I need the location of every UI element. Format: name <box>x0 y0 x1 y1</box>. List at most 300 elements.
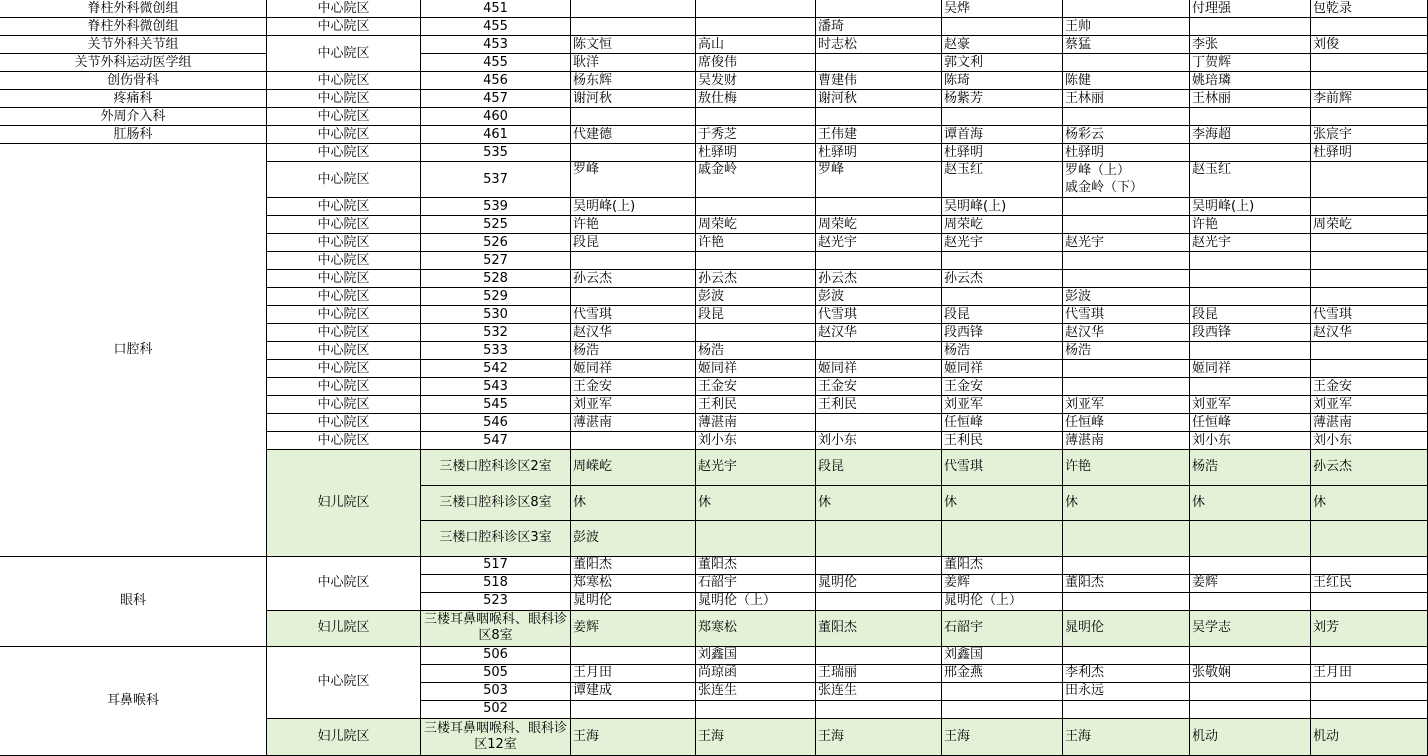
doctor-cell: 杜驿明 <box>1063 144 1190 162</box>
doctor-cell: 王海 <box>942 719 1063 756</box>
doctor-cell: 杨浩 <box>1063 342 1190 360</box>
doctor-cell <box>1311 54 1428 72</box>
doctor-cell <box>816 252 942 270</box>
doctor-cell <box>1311 521 1428 557</box>
doctor-cell: 彭波 <box>1063 288 1190 306</box>
doctor-cell: 包乾录 <box>1311 0 1428 18</box>
doctor-cell <box>1311 252 1428 270</box>
doctor-cell <box>1063 378 1190 396</box>
doctor-cell: 吴明峰(上) <box>1190 198 1311 216</box>
campus-cell: 中心院区 <box>267 198 421 216</box>
campus-cell: 妇儿院区 <box>267 719 421 756</box>
doctor-cell: 晁明伦 <box>816 575 942 593</box>
room-cell: 539 <box>421 198 571 216</box>
doctor-cell <box>1063 270 1190 288</box>
doctor-cell: 王林丽 <box>1063 90 1190 108</box>
department-cell: 眼科 <box>0 557 267 647</box>
doctor-cell <box>571 252 696 270</box>
doctor-cell <box>816 521 942 557</box>
room-cell: 526 <box>421 234 571 252</box>
doctor-cell <box>816 647 942 665</box>
doctor-cell <box>1311 647 1428 665</box>
doctor-cell <box>1311 162 1428 198</box>
doctor-cell: 休 <box>1190 486 1311 522</box>
department-cell: 耳鼻喉科 <box>0 647 267 756</box>
doctor-cell: 郑寒松 <box>696 611 816 647</box>
doctor-cell <box>1311 270 1428 288</box>
doctor-cell: 孙云杰 <box>1311 450 1428 486</box>
doctor-cell: 张连生 <box>816 683 942 701</box>
room-cell: 542 <box>421 360 571 378</box>
doctor-cell: 王海 <box>1063 719 1190 756</box>
doctor-cell: 段昆 <box>571 234 696 252</box>
room-cell: 451 <box>421 0 571 18</box>
doctor-cell: 王金安 <box>571 378 696 396</box>
doctor-cell <box>1190 108 1311 126</box>
department-cell: 关节外科运动医学组 <box>0 54 267 72</box>
doctor-cell: 王林丽 <box>1190 90 1311 108</box>
campus-cell: 中心院区 <box>267 144 421 162</box>
doctor-cell: 王帅 <box>1063 18 1190 36</box>
doctor-cell: 谢河秋 <box>571 90 696 108</box>
doctor-cell <box>1063 647 1190 665</box>
doctor-cell <box>1063 198 1190 216</box>
doctor-cell <box>1063 557 1190 575</box>
doctor-cell <box>1311 18 1428 36</box>
campus-cell: 中心院区 <box>267 396 421 414</box>
doctor-cell <box>1190 593 1311 611</box>
doctor-cell: 张宸宇 <box>1311 126 1428 144</box>
doctor-cell: 刘亚军 <box>1063 396 1190 414</box>
doctor-cell: 薄湛南 <box>1063 432 1190 450</box>
doctor-cell <box>942 701 1063 719</box>
room-cell: 530 <box>421 306 571 324</box>
doctor-cell: 刘亚军 <box>571 396 696 414</box>
doctor-cell: 谢河秋 <box>816 90 942 108</box>
campus-cell: 中心院区 <box>267 72 421 90</box>
doctor-cell: 张连生 <box>696 683 816 701</box>
doctor-cell: 王利民 <box>816 396 942 414</box>
doctor-cell <box>942 108 1063 126</box>
doctor-cell: 邢金燕 <box>942 665 1063 683</box>
doctor-cell: 王海 <box>816 719 942 756</box>
department-cell: 肛肠科 <box>0 126 267 144</box>
room-cell: 546 <box>421 414 571 432</box>
doctor-cell: 段西锋 <box>1190 324 1311 342</box>
doctor-cell: 周嵘屹 <box>571 450 696 486</box>
doctor-cell: 王利民 <box>696 396 816 414</box>
doctor-cell: 赵光宇 <box>816 234 942 252</box>
doctor-cell: 谭建成 <box>571 683 696 701</box>
doctor-cell: 赵玉红 <box>1190 162 1311 198</box>
doctor-cell <box>1190 683 1311 701</box>
doctor-cell: 董阳杰 <box>1063 575 1190 593</box>
doctor-cell <box>1190 521 1311 557</box>
doctor-cell: 刘芳 <box>1311 611 1428 647</box>
doctor-cell: 时志松 <box>816 36 942 54</box>
doctor-cell <box>942 521 1063 557</box>
doctor-cell: 周荣屹 <box>696 216 816 234</box>
doctor-cell <box>1063 521 1190 557</box>
doctor-cell: 赵光宇 <box>1063 234 1190 252</box>
doctor-cell: 姬同祥 <box>942 360 1063 378</box>
doctor-cell <box>696 701 816 719</box>
doctor-cell: 席俊伟 <box>696 54 816 72</box>
campus-cell: 中心院区 <box>267 342 421 360</box>
doctor-cell: 姜辉 <box>1190 575 1311 593</box>
doctor-cell: 吴学志 <box>1190 611 1311 647</box>
doctor-cell <box>1311 234 1428 252</box>
doctor-cell: 耿洋 <box>571 54 696 72</box>
doctor-cell <box>571 288 696 306</box>
doctor-cell: 丁贺辉 <box>1190 54 1311 72</box>
room-cell: 528 <box>421 270 571 288</box>
campus-cell: 中心院区 <box>267 36 421 72</box>
doctor-cell: 许艳 <box>1063 450 1190 486</box>
doctor-cell: 董阳杰 <box>696 557 816 575</box>
doctor-cell: 董阳杰 <box>942 557 1063 575</box>
doctor-cell <box>1311 701 1428 719</box>
doctor-cell: 吴烨 <box>942 0 1063 18</box>
doctor-cell: 王红民 <box>1311 575 1428 593</box>
doctor-cell: 陈琦 <box>942 72 1063 90</box>
doctor-cell: 姜辉 <box>571 611 696 647</box>
campus-cell: 中心院区 <box>267 162 421 198</box>
campus-cell: 中心院区 <box>267 432 421 450</box>
doctor-cell: 薄湛南 <box>571 414 696 432</box>
campus-cell: 中心院区 <box>267 306 421 324</box>
doctor-cell: 董阳杰 <box>571 557 696 575</box>
room-cell: 三楼口腔科诊区8室 <box>421 486 571 522</box>
doctor-cell: 晁明伦（上） <box>942 593 1063 611</box>
doctor-cell <box>942 18 1063 36</box>
doctor-cell: 董阳杰 <box>816 611 942 647</box>
department-cell: 外周介入科 <box>0 108 267 126</box>
doctor-cell <box>942 252 1063 270</box>
doctor-cell: 石韶宇 <box>696 575 816 593</box>
doctor-cell <box>1190 18 1311 36</box>
doctor-cell: 段昆 <box>696 306 816 324</box>
doctor-cell: 赵光宇 <box>942 234 1063 252</box>
doctor-cell: 晁明伦 <box>571 593 696 611</box>
campus-cell: 中心院区 <box>267 360 421 378</box>
doctor-name: 戚金岭（下） <box>1065 180 1144 195</box>
doctor-cell <box>571 18 696 36</box>
room-cell: 523 <box>421 593 571 611</box>
doctor-cell: 田永远 <box>1063 683 1190 701</box>
doctor-cell: 杨浩 <box>1190 450 1311 486</box>
room-cell: 547 <box>421 432 571 450</box>
doctor-cell: 任恒峰 <box>1063 414 1190 432</box>
doctor-cell: 罗峰 <box>816 162 942 198</box>
campus-cell: 中心院区 <box>267 324 421 342</box>
doctor-cell <box>696 18 816 36</box>
doctor-cell: 王利民 <box>942 432 1063 450</box>
room-cell: 三楼口腔科诊区3室 <box>421 521 571 557</box>
doctor-cell <box>1190 378 1311 396</box>
room-cell: 460 <box>421 108 571 126</box>
doctor-cell: 赵汉华 <box>1063 324 1190 342</box>
doctor-cell: 王海 <box>571 719 696 756</box>
doctor-cell <box>816 0 942 18</box>
doctor-cell: 代雪琪 <box>942 450 1063 486</box>
doctor-cell <box>1063 360 1190 378</box>
room-cell: 532 <box>421 324 571 342</box>
campus-cell: 中心院区 <box>267 216 421 234</box>
doctor-cell: 段昆 <box>942 306 1063 324</box>
doctor-cell <box>816 54 942 72</box>
doctor-cell: 周荣屹 <box>816 216 942 234</box>
doctor-name: 罗峰（上） <box>1065 163 1131 178</box>
doctor-cell: 姬同祥 <box>1190 360 1311 378</box>
doctor-cell <box>1311 288 1428 306</box>
doctor-cell: 陈文恒 <box>571 36 696 54</box>
doctor-cell: 代雪琪 <box>571 306 696 324</box>
doctor-cell <box>571 701 696 719</box>
doctor-cell: 刘俊 <box>1311 36 1428 54</box>
department-cell: 脊柱外科微创组 <box>0 0 267 18</box>
campus-cell: 中心院区 <box>267 90 421 108</box>
doctor-cell: 彭波 <box>816 288 942 306</box>
doctor-cell <box>1190 701 1311 719</box>
room-cell: 456 <box>421 72 571 90</box>
room-cell: 518 <box>421 575 571 593</box>
campus-cell: 妇儿院区 <box>267 611 421 647</box>
doctor-cell <box>1311 108 1428 126</box>
doctor-cell <box>1311 557 1428 575</box>
doctor-cell <box>1190 288 1311 306</box>
doctor-cell: 薄湛南 <box>1311 414 1428 432</box>
doctor-cell: 刘亚军 <box>942 396 1063 414</box>
department-cell: 脊柱外科微创组 <box>0 18 267 36</box>
room-cell: 533 <box>421 342 571 360</box>
doctor-cell: 赵汉华 <box>1311 324 1428 342</box>
doctor-cell <box>1311 593 1428 611</box>
doctor-cell: 刘亚军 <box>1190 396 1311 414</box>
doctor-cell: 晁明伦（上） <box>696 593 816 611</box>
doctor-cell: 赵豪 <box>942 36 1063 54</box>
doctor-cell: 孙云杰 <box>696 270 816 288</box>
doctor-cell: 姬同祥 <box>696 360 816 378</box>
doctor-cell <box>571 0 696 18</box>
doctor-cell <box>571 144 696 162</box>
doctor-cell <box>816 342 942 360</box>
doctor-cell <box>696 324 816 342</box>
doctor-cell: 潘琦 <box>816 18 942 36</box>
doctor-cell: 杨浩 <box>696 342 816 360</box>
doctor-cell: 杜驿明 <box>1311 144 1428 162</box>
doctor-cell <box>1311 360 1428 378</box>
doctor-cell: 王月田 <box>571 665 696 683</box>
department-cell: 关节外科关节组 <box>0 36 267 54</box>
doctor-cell: 戚金岭 <box>696 162 816 198</box>
doctor-cell: 段昆 <box>1190 306 1311 324</box>
doctor-cell <box>1190 270 1311 288</box>
campus-cell: 妇儿院区 <box>267 450 421 557</box>
doctor-cell: 尚琼函 <box>696 665 816 683</box>
doctor-cell: 许艳 <box>696 234 816 252</box>
doctor-cell: 吴明峰(上) <box>571 198 696 216</box>
doctor-cell: 吴明峰(上) <box>942 198 1063 216</box>
campus-cell: 中心院区 <box>267 126 421 144</box>
doctor-cell: 许艳 <box>571 216 696 234</box>
doctor-cell: 姜辉 <box>942 575 1063 593</box>
doctor-cell: 段昆 <box>816 450 942 486</box>
room-cell: 461 <box>421 126 571 144</box>
doctor-cell: 代建德 <box>571 126 696 144</box>
doctor-cell <box>571 647 696 665</box>
doctor-cell: 李前辉 <box>1311 90 1428 108</box>
room-cell: 537 <box>421 162 571 198</box>
doctor-cell: 休 <box>696 486 816 522</box>
doctor-cell <box>1063 0 1190 18</box>
doctor-cell <box>816 557 942 575</box>
doctor-cell <box>942 288 1063 306</box>
room-cell: 527 <box>421 252 571 270</box>
doctor-cell: 王金安 <box>942 378 1063 396</box>
department-cell: 疼痛科 <box>0 90 267 108</box>
doctor-cell: 李利杰 <box>1063 665 1190 683</box>
room-cell: 三楼口腔科诊区2室 <box>421 450 571 486</box>
doctor-cell: 杨紫芳 <box>942 90 1063 108</box>
doctor-cell <box>1063 108 1190 126</box>
doctor-cell <box>816 414 942 432</box>
doctor-cell: 刘小东 <box>696 432 816 450</box>
doctor-cell: 休 <box>571 486 696 522</box>
doctor-cell: 姚琣璘 <box>1190 72 1311 90</box>
doctor-cell <box>1190 647 1311 665</box>
doctor-cell: 彭波 <box>571 521 696 557</box>
doctor-cell: 晁明伦 <box>1063 611 1190 647</box>
doctor-cell <box>696 198 816 216</box>
doctor-cell <box>816 108 942 126</box>
doctor-cell <box>696 521 816 557</box>
doctor-cell <box>1311 342 1428 360</box>
doctor-cell: 任恒峰 <box>942 414 1063 432</box>
room-cell: 543 <box>421 378 571 396</box>
campus-cell: 中心院区 <box>267 414 421 432</box>
doctor-cell: 蔡猛 <box>1063 36 1190 54</box>
doctor-cell: 姬同祥 <box>571 360 696 378</box>
doctor-cell: 赵汉华 <box>571 324 696 342</box>
room-cell: 545 <box>421 396 571 414</box>
doctor-cell: 张敬娴 <box>1190 665 1311 683</box>
doctor-cell: 刘鑫国 <box>942 647 1063 665</box>
doctor-cell: 赵汉华 <box>816 324 942 342</box>
doctor-cell: 郑寒松 <box>571 575 696 593</box>
doctor-cell <box>696 0 816 18</box>
campus-cell: 中心院区 <box>267 288 421 306</box>
doctor-cell <box>1063 593 1190 611</box>
doctor-cell: 王金安 <box>1311 378 1428 396</box>
room-cell: 457 <box>421 90 571 108</box>
doctor-cell: 孙云杰 <box>571 270 696 288</box>
room-cell: 453 <box>421 36 571 54</box>
room-cell: 502 <box>421 701 571 719</box>
doctor-cell <box>1311 198 1428 216</box>
doctor-cell: 石韶宇 <box>942 611 1063 647</box>
doctor-cell: 许艳 <box>1190 216 1311 234</box>
doctor-cell <box>1063 252 1190 270</box>
doctor-cell: 休 <box>1063 486 1190 522</box>
room-cell: 529 <box>421 288 571 306</box>
doctor-cell <box>571 108 696 126</box>
doctor-cell <box>942 683 1063 701</box>
doctor-cell <box>816 701 942 719</box>
doctor-cell: 周荣屹 <box>1311 216 1428 234</box>
room-cell: 455 <box>421 54 571 72</box>
doctor-cell: 周荣屹 <box>942 216 1063 234</box>
doctor-cell: 杨彩云 <box>1063 126 1190 144</box>
campus-cell: 中心院区 <box>267 252 421 270</box>
doctor-cell: 付理强 <box>1190 0 1311 18</box>
doctor-cell: 陈健 <box>1063 72 1190 90</box>
doctor-cell: 机动 <box>1190 719 1311 756</box>
room-cell: 535 <box>421 144 571 162</box>
room-cell: 455 <box>421 18 571 36</box>
doctor-cell: 李张 <box>1190 36 1311 54</box>
campus-cell: 中心院区 <box>267 557 421 611</box>
room-cell: 517 <box>421 557 571 575</box>
doctor-cell: 杜驿明 <box>696 144 816 162</box>
campus-cell: 中心院区 <box>267 270 421 288</box>
doctor-cell <box>1190 342 1311 360</box>
doctor-cell: 王伟建 <box>816 126 942 144</box>
doctor-cell <box>816 198 942 216</box>
doctor-cell: 曹建伟 <box>816 72 942 90</box>
doctor-cell: 刘小东 <box>1190 432 1311 450</box>
doctor-cell: 王海 <box>696 719 816 756</box>
campus-cell: 中心院区 <box>267 378 421 396</box>
doctor-cell: 杨东辉 <box>571 72 696 90</box>
campus-cell: 中心院区 <box>267 108 421 126</box>
doctor-cell: 王金安 <box>696 378 816 396</box>
campus-cell: 中心院区 <box>267 647 421 719</box>
doctor-cell: 代雪琪 <box>1311 306 1428 324</box>
campus-cell: 中心院区 <box>267 0 421 18</box>
doctor-cell: 休 <box>1311 486 1428 522</box>
doctor-cell: 王月田 <box>1311 665 1428 683</box>
doctor-cell: 刘鑫国 <box>696 647 816 665</box>
doctor-cell: 杨浩 <box>571 342 696 360</box>
doctor-cell <box>816 593 942 611</box>
doctor-cell: 彭波 <box>696 288 816 306</box>
room-cell: 505 <box>421 665 571 683</box>
doctor-cell <box>1063 162 1190 198</box>
room-cell: 503 <box>421 683 571 701</box>
doctor-cell: 杨浩 <box>942 342 1063 360</box>
doctor-cell: 吴发财 <box>696 72 816 90</box>
doctor-cell <box>1311 683 1428 701</box>
doctor-cell: 刘亚军 <box>1311 396 1428 414</box>
doctor-cell: 孙云杰 <box>942 270 1063 288</box>
doctor-cell: 谭首海 <box>942 126 1063 144</box>
campus-cell: 中心院区 <box>267 234 421 252</box>
campus-cell: 中心院区 <box>267 18 421 36</box>
doctor-cell <box>1063 54 1190 72</box>
doctor-cell <box>1190 557 1311 575</box>
doctor-cell: 休 <box>942 486 1063 522</box>
doctor-cell <box>696 252 816 270</box>
doctor-cell: 姬同祥 <box>816 360 942 378</box>
doctor-cell: 孙云杰 <box>816 270 942 288</box>
doctor-cell: 王瑞丽 <box>816 665 942 683</box>
doctor-cell: 刘小东 <box>1311 432 1428 450</box>
doctor-cell <box>696 108 816 126</box>
doctor-cell: 敖仕梅 <box>696 90 816 108</box>
doctor-cell: 段西锋 <box>942 324 1063 342</box>
room-cell: 506 <box>421 647 571 665</box>
